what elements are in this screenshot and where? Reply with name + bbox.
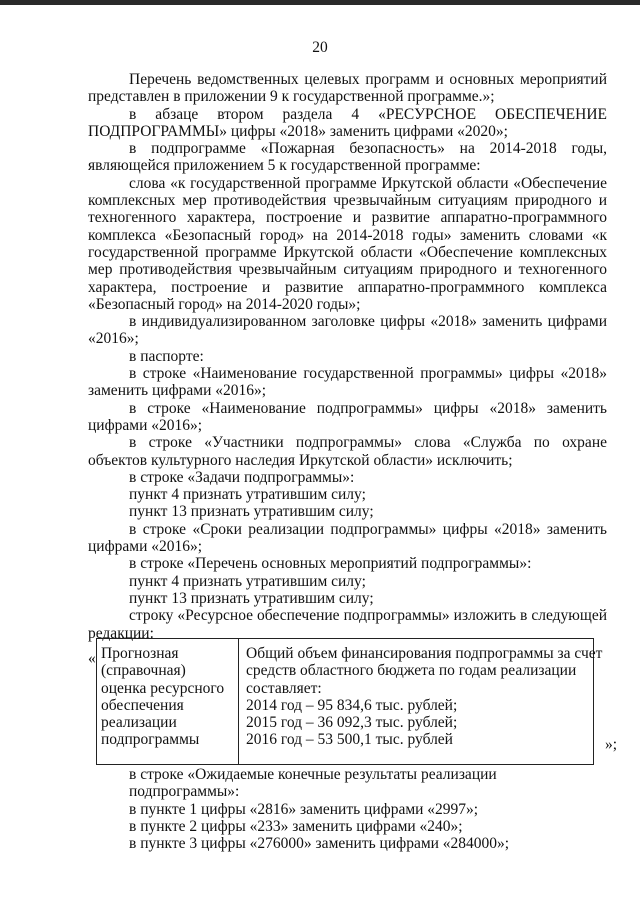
document-body-continued — [88, 766, 607, 852]
open-quote: « — [88, 650, 96, 667]
paragraph-subprogram-1: в подпрограмме «Пожарная безопасность» на 2014-2018 годы, — [129, 140, 607, 158]
close-quote: »; — [604, 736, 617, 753]
paragraph-results-point2: в пункте 2 цифры «233» заменить цифрами «240»; — [129, 817, 463, 835]
right-line: 2015 год – 36 092,3 тыс. рублей; — [246, 714, 458, 732]
left-line: оценка ресурсного — [101, 679, 225, 697]
paragraph-passport: в паспорте: — [129, 347, 204, 365]
paragraph-row-state-program: в строке «Наименование государственной программы» цифры «2018» заменить цифрами «2016»; — [88, 365, 607, 400]
right-line: составляет: — [246, 679, 322, 697]
right-line: средств областного бюджета по годам реализации — [246, 662, 577, 680]
paragraph-row-resource: строку «Ресурсное обеспечение подпрограммы» изложить в следующей редакции: — [88, 607, 607, 642]
table-left-cell — [97, 639, 239, 764]
paragraph-row-results: в строке «Ожидаемые конечные результаты реализации подпрограммы»: — [129, 766, 497, 801]
paragraph-section4-2: ПОДПРОГРАММЫ» цифры «2018» заменить цифрами «2020»; — [88, 122, 508, 140]
left-line: подпрограммы — [101, 731, 200, 749]
paragraph-words: слова «к государственной программе Иркутской области «Обеспечение комплексных мер противодействия чрезвычайным ситуациям природного и техногенного характера, построение и развитие аппаратно-программного комплекса «Безопасный город» на 2014-2018 годы» заменить словами «к государственной программе Иркутской области «Обеспечение комплексных мер противодействия чрезвычайным ситуациям природного и техногенного характера, построение и развитие аппаратно-программного комплекса «Безопасный город» на 2014-2020 годы»; — [88, 174, 607, 313]
resource-table — [96, 638, 603, 765]
paragraph-events-point13: пункт 13 признать утратившим силу; — [129, 589, 374, 607]
paragraph-row-events: в строке «Перечень основных мероприятий подпрограммы»: — [129, 555, 532, 573]
paragraph-tasks-point13: пункт 13 признать утратившим силу; — [129, 503, 374, 521]
paragraph-results-point1: в пункте 1 цифры «2816» заменить цифрами «2997»; — [129, 800, 479, 818]
paragraph-programs-2: представлен в приложении 9 к государственной программе.»; — [88, 88, 495, 106]
paragraph-row-subprogram-name: в строке «Наименование подпрограммы» цифры «2018» заменить цифрами «2016»; — [88, 399, 607, 434]
paragraph-individual-title: в индивидуализированном заголовке цифры «2018» заменить цифрами «2016»; — [88, 313, 607, 348]
paragraph-row-participants: в строке «Участники подпрограммы» слова «Служба по охране объектов культурного наследия Иркутской области» исключить; — [88, 434, 607, 469]
resource-table-block — [88, 638, 617, 765]
left-line: Прогнозная — [101, 645, 179, 662]
left-line: (справочная) — [101, 662, 186, 680]
paragraph-row-tasks: в строке «Задачи подпрограммы»: — [129, 468, 355, 486]
paragraph-row-terms: в строке «Сроки реализации подпрограммы» цифры «2018» заменить цифрами «2016»; — [88, 520, 607, 556]
left-line: обеспечения — [101, 696, 184, 714]
table-right-cell — [239, 639, 603, 749]
paragraph-events-point4: пункт 4 признать утратившим силу; — [129, 572, 366, 590]
left-line: реализации — [101, 714, 177, 732]
paragraph-section4-1: в абзаце втором раздела 4 «РЕСУРСНОЕ ОБЕСПЕЧЕНИЕ — [129, 105, 607, 123]
right-line: 2014 год – 95 834,6 тыс. рублей; — [246, 696, 458, 714]
right-line: 2016 год – 53 500,1 тыс. рублей — [246, 731, 453, 749]
page-number: 20 — [312, 39, 328, 56]
paragraph-results-point3: в пункте 3 цифры «276000» заменить цифрами «284000»; — [129, 835, 510, 853]
top-border — [0, 0, 640, 5]
paragraph-programs-1: Перечень ведомственных целевых программ и основных мероприятий — [129, 71, 607, 88]
paragraph-tasks-point4: пункт 4 признать утратившим силу; — [129, 486, 366, 504]
document-body — [88, 71, 607, 642]
paragraph-subprogram-2: являющейся приложением 5 к государственной программе: — [88, 157, 481, 175]
right-line: Общий объем финансирования подпрограммы за счет — [246, 645, 603, 662]
